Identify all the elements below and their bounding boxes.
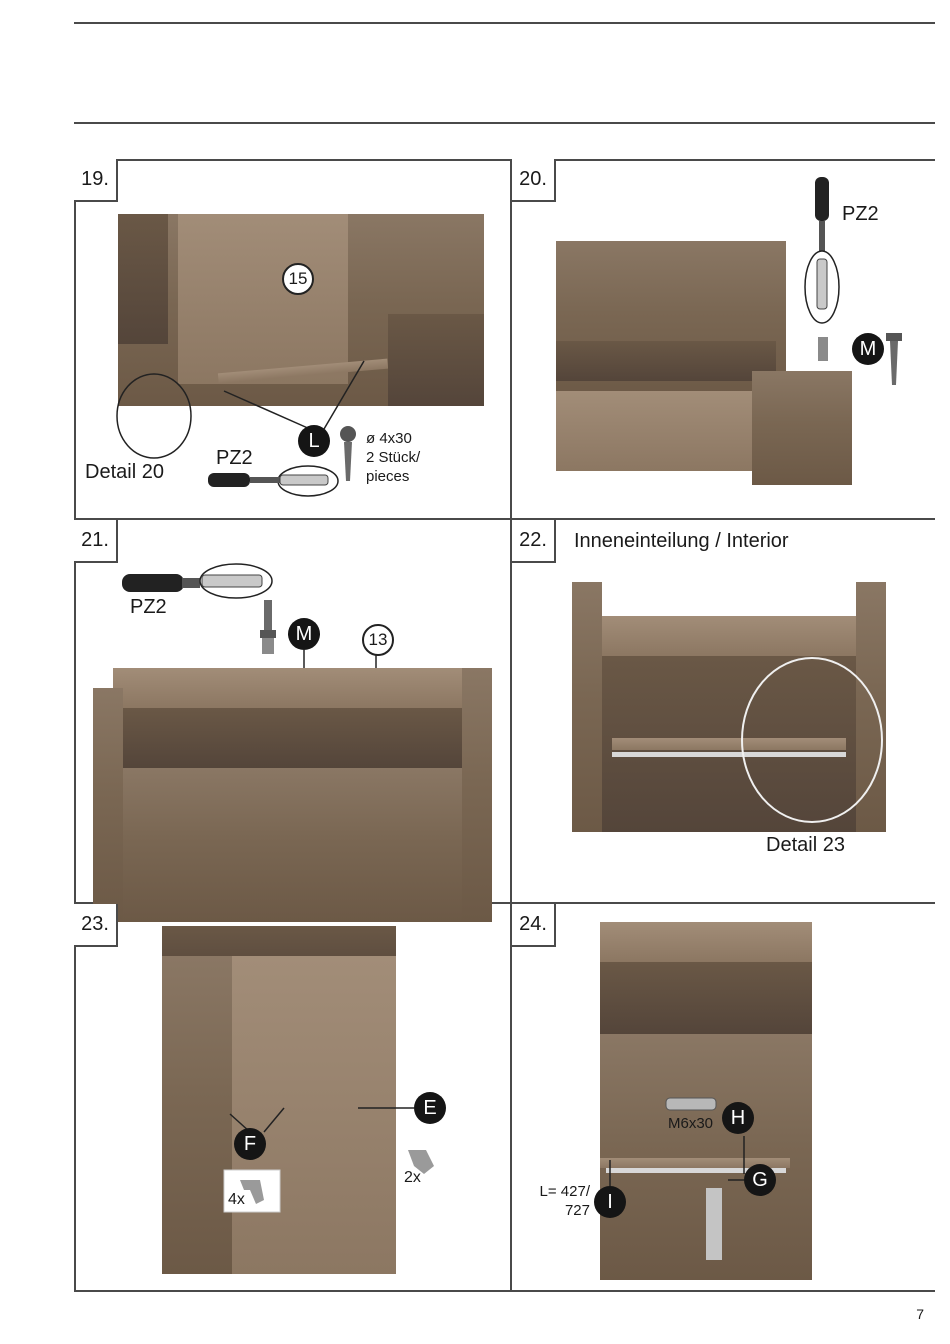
quantity-4x: 4x (228, 1191, 245, 1208)
inner-top (123, 708, 462, 768)
step-number: 20. (512, 159, 556, 202)
part-label-15: 15 (282, 263, 314, 295)
header-rule-top (74, 22, 935, 24)
step-21-photo-cabinet (93, 668, 492, 922)
step-number: 21. (74, 520, 118, 563)
quantity-2x: 2x (404, 1169, 421, 1186)
page-number: 7 (916, 1306, 924, 1322)
step-number: 22. (512, 520, 556, 563)
step-number: 19. (74, 159, 118, 202)
step-22 (512, 520, 935, 902)
step-20 (512, 159, 935, 518)
tool-label: PZ2 (842, 203, 879, 225)
fastener-badge-M: M (288, 618, 320, 650)
screw-spec-line-3: pieces (366, 468, 410, 485)
left-door (93, 688, 123, 922)
length-spec-line-1: L= 427/ (539, 1183, 590, 1200)
length-spec-line-2: 727 (564, 1202, 590, 1219)
badge-F: F (234, 1128, 266, 1160)
step-19 (74, 159, 510, 518)
header-rule-bottom (74, 122, 935, 124)
step-number: 24. (512, 904, 556, 947)
grid-divider-bottom (74, 1290, 935, 1292)
step-number: 23. (74, 904, 118, 947)
part-label-13: 13 (362, 624, 394, 656)
detail-label: Detail 20 (85, 461, 164, 483)
step-24 (512, 904, 935, 1290)
bolt-spec: M6x30 (668, 1115, 714, 1132)
badge-H: H (722, 1102, 754, 1134)
fastener-badge-L: L (298, 425, 330, 457)
tool-label: PZ2 (216, 447, 253, 469)
screw-spec-line-2: 2 Stück/ (366, 449, 421, 466)
step-heading: Inneneinteilung / Interior (574, 530, 789, 552)
right-door (462, 668, 492, 922)
step-22-lines (512, 520, 935, 902)
detail-label: Detail 23 (766, 834, 845, 856)
step-24-lines (512, 904, 935, 1290)
step-21 (74, 520, 510, 902)
step-23 (74, 904, 510, 1290)
inner-back (123, 768, 462, 922)
fastener-badge-M: M (852, 333, 884, 365)
badge-E: E (414, 1092, 446, 1124)
screw-spec (366, 429, 420, 486)
badge-G: G (744, 1164, 776, 1196)
top-panel (113, 668, 473, 708)
instruction-grid (74, 159, 935, 1292)
badge-I: I (594, 1186, 626, 1218)
step-23-lines (74, 904, 510, 1290)
screw-spec-line-1: ø 4x30 (366, 430, 412, 447)
tool-label: PZ2 (130, 596, 167, 618)
length-spec (539, 1182, 590, 1220)
